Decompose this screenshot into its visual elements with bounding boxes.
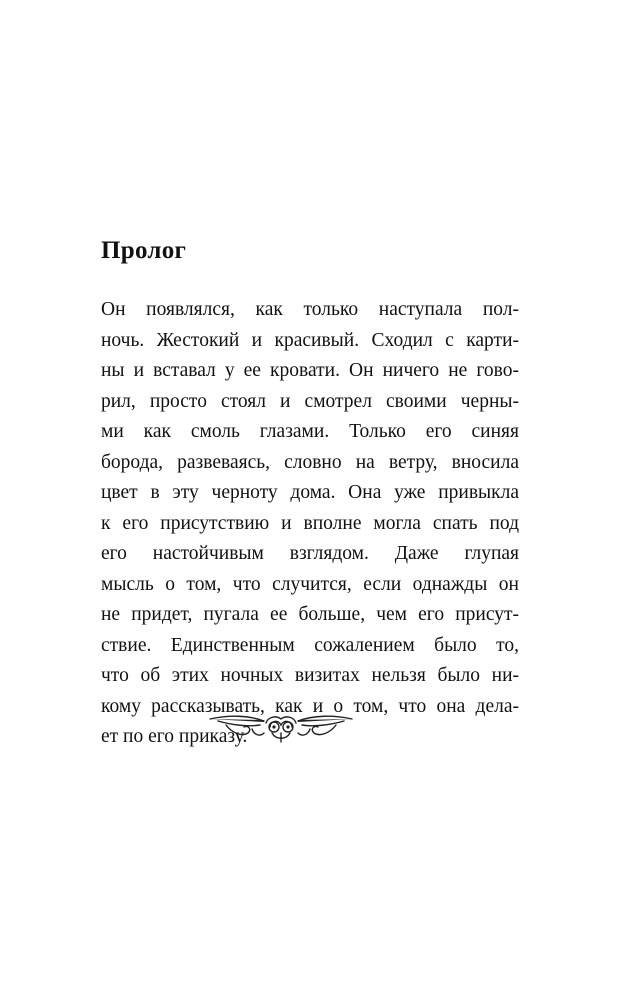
text-line: мысль о том, что случится, если однажды он <box>101 573 519 595</box>
text-line: ми как смоль глазами. Только его синяя <box>101 421 519 442</box>
text-line: его настойчивым взглядом. Даже глупая <box>101 543 519 564</box>
text-line: цвет в эту черноту дома. Она уже привыкла <box>101 482 519 503</box>
text-line: Он появлялся, как только наступала пол- <box>101 299 519 320</box>
text-line: не придет, пугала ее больше, чем его присут- <box>101 604 519 625</box>
text-line: рил, просто стоял и смотрел своими черны- <box>101 390 519 412</box>
text-line: кому рассказывать, как и о том, что она дела- <box>101 695 519 717</box>
text-line: ночь. Жестокий и красивый. Сходил с карти- <box>101 329 519 351</box>
text-line: борода, развеваясь, словно на ветру, вносила <box>101 451 519 473</box>
text-line: ны и вставал у ее кровати. Он ничего не гово- <box>101 360 519 381</box>
floral-divider-icon <box>208 707 354 747</box>
text-line: что об этих ночных визитах нельзя было ни- <box>101 665 519 686</box>
text-line: к его присутствию и вполне могла спать под <box>101 512 519 534</box>
text-line: ствие. Единственным сожалением было то, <box>101 634 519 656</box>
body-paragraph <box>101 295 519 753</box>
chapter-title: Пролог <box>101 237 187 264</box>
text-line: ет по его приказу. <box>101 726 248 747</box>
